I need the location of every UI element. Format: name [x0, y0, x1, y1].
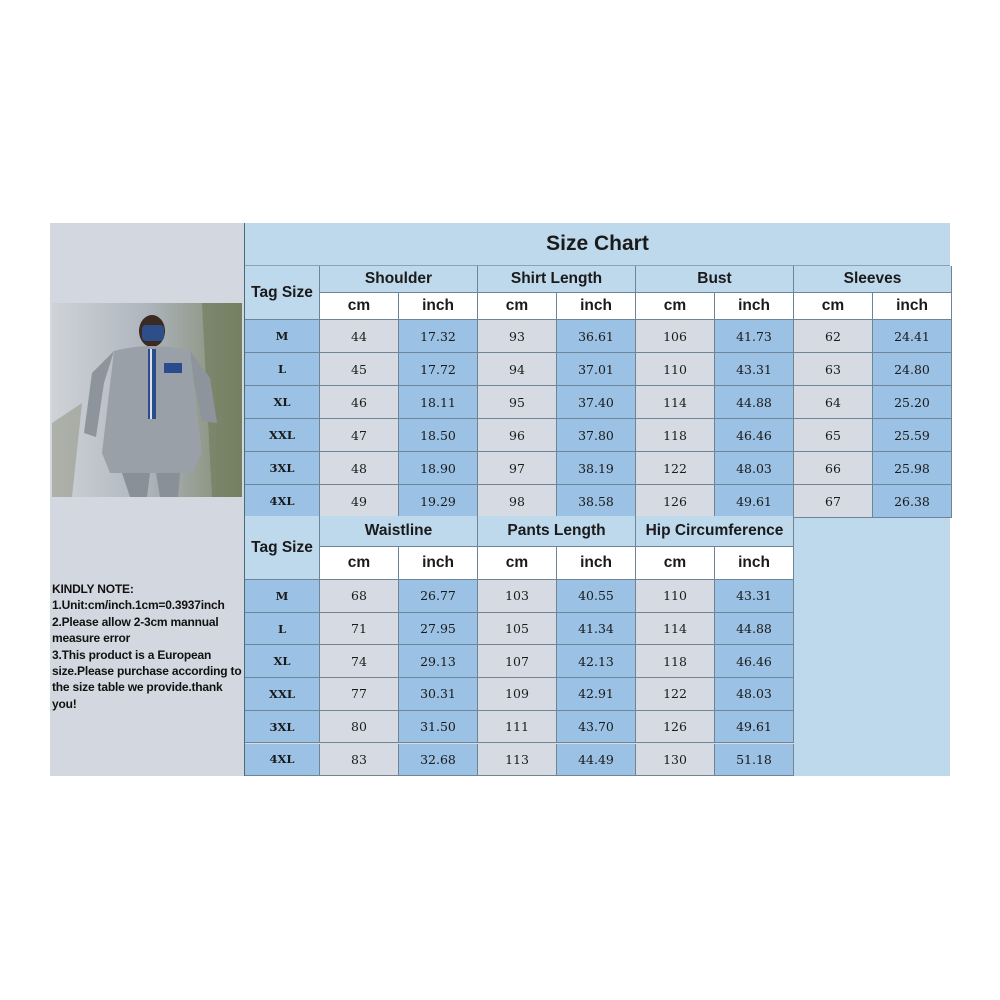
cm-header: cm — [320, 293, 399, 320]
cm-value: 49 — [320, 485, 399, 518]
left-panel — [50, 223, 245, 776]
inch-value: 46.46 — [715, 419, 794, 452]
cm-value: 110 — [636, 580, 715, 613]
cm-value: 113 — [478, 744, 557, 777]
cm-value: 46 — [320, 386, 399, 419]
cm-value: 98 — [478, 485, 557, 518]
inch-value: 25.20 — [873, 386, 952, 419]
inch-value: 41.73 — [715, 320, 794, 353]
cm-value: 103 — [478, 580, 557, 613]
cm-value: 65 — [794, 419, 873, 452]
inch-value: 18.11 — [399, 386, 478, 419]
cm-value: 130 — [636, 744, 715, 777]
cm-value: 110 — [636, 353, 715, 386]
inch-value: 37.40 — [557, 386, 636, 419]
column-group-header: Shirt Length — [478, 266, 636, 293]
size-label: 3XL — [245, 452, 320, 485]
inch-value: 43.70 — [557, 711, 636, 744]
cm-value: 74 — [320, 645, 399, 678]
cm-value: 118 — [636, 645, 715, 678]
note-line-3: 3.This product is a European size.Please purchase according to the size table we provide.thank you! — [52, 647, 242, 711]
cm-value: 122 — [636, 452, 715, 485]
inch-value: 30.31 — [399, 678, 478, 711]
cm-value: 109 — [478, 678, 557, 711]
size-label: 3XL — [245, 711, 320, 744]
cm-value: 66 — [794, 452, 873, 485]
cm-value: 126 — [636, 711, 715, 744]
inch-value: 44.88 — [715, 386, 794, 419]
model-image — [52, 303, 242, 497]
cm-value: 106 — [636, 320, 715, 353]
inch-value: 29.13 — [399, 645, 478, 678]
cm-value: 47 — [320, 419, 399, 452]
inch-value: 46.46 — [715, 645, 794, 678]
cm-value: 71 — [320, 613, 399, 646]
inch-value: 27.95 — [399, 613, 478, 646]
size-label: M — [245, 580, 320, 613]
size-label: L — [245, 613, 320, 646]
column-group-header: Pants Length — [478, 516, 636, 547]
size-label: L — [245, 353, 320, 386]
cm-header: cm — [794, 293, 873, 320]
cm-value: 68 — [320, 580, 399, 613]
inch-value: 38.19 — [557, 452, 636, 485]
size-chart — [50, 223, 950, 776]
cm-header: cm — [636, 547, 715, 580]
cm-value: 95 — [478, 386, 557, 419]
inch-value: 17.32 — [399, 320, 478, 353]
inch-value: 44.49 — [557, 744, 636, 777]
column-group-header: Hip Circumference — [636, 516, 794, 547]
cm-value: 93 — [478, 320, 557, 353]
column-group-header: Sleeves — [794, 266, 952, 293]
inch-value: 49.61 — [715, 485, 794, 518]
size-label: XXL — [245, 419, 320, 452]
inch-header: inch — [557, 547, 636, 580]
inch-value: 44.88 — [715, 613, 794, 646]
inch-value: 38.58 — [557, 485, 636, 518]
cm-value: 80 — [320, 711, 399, 744]
cm-value: 118 — [636, 419, 715, 452]
chart-title: Size Chart — [245, 223, 950, 266]
inch-header: inch — [557, 293, 636, 320]
cm-value: 67 — [794, 485, 873, 518]
cm-value: 64 — [794, 386, 873, 419]
inch-value: 18.90 — [399, 452, 478, 485]
inch-value: 25.98 — [873, 452, 952, 485]
cm-header: cm — [478, 547, 557, 580]
note-line-1: 1.Unit:cm/inch.1cm=0.3937inch — [52, 598, 225, 613]
cm-value: 63 — [794, 353, 873, 386]
inch-value: 26.77 — [399, 580, 478, 613]
cm-value: 114 — [636, 386, 715, 419]
note-line-2: 2.Please allow 2-3cm mannual measure error — [52, 614, 219, 646]
size-label: M — [245, 320, 320, 353]
inch-value: 17.72 — [399, 353, 478, 386]
column-group-header: Bust — [636, 266, 794, 293]
inch-value: 19.29 — [399, 485, 478, 518]
inch-header: inch — [873, 293, 952, 320]
inch-value: 43.31 — [715, 353, 794, 386]
cm-value: 97 — [478, 452, 557, 485]
size-table-area — [245, 223, 950, 776]
product-photo — [52, 303, 242, 497]
cm-header: cm — [320, 547, 399, 580]
inch-value: 37.80 — [557, 419, 636, 452]
inch-value: 43.31 — [715, 580, 794, 613]
inch-value: 24.41 — [873, 320, 952, 353]
inch-value: 31.50 — [399, 711, 478, 744]
inch-value: 49.61 — [715, 711, 794, 744]
note-heading: KINDLY NOTE: — [52, 582, 134, 596]
size-label: 4XL — [245, 485, 320, 518]
empty-area — [793, 516, 950, 776]
size-label: XL — [245, 386, 320, 419]
cm-header: cm — [636, 293, 715, 320]
cm-value: 44 — [320, 320, 399, 353]
cm-value: 122 — [636, 678, 715, 711]
inch-value: 41.34 — [557, 613, 636, 646]
inch-header: inch — [399, 547, 478, 580]
cm-value: 45 — [320, 353, 399, 386]
inch-value: 24.80 — [873, 353, 952, 386]
cm-header: cm — [478, 293, 557, 320]
inch-value: 42.13 — [557, 645, 636, 678]
inch-value: 37.01 — [557, 353, 636, 386]
inch-value: 25.59 — [873, 419, 952, 452]
inch-header: inch — [715, 547, 794, 580]
cm-value: 96 — [478, 419, 557, 452]
column-group-header: Waistline — [320, 516, 478, 547]
cm-value: 83 — [320, 744, 399, 777]
cm-value: 48 — [320, 452, 399, 485]
inch-value: 26.38 — [873, 485, 952, 518]
kindly-note — [52, 581, 244, 712]
tag-size-header: Tag Size — [245, 266, 320, 320]
size-label: XL — [245, 645, 320, 678]
size-label: 4XL — [245, 744, 320, 777]
cm-value: 62 — [794, 320, 873, 353]
cm-value: 114 — [636, 613, 715, 646]
inch-value: 51.18 — [715, 744, 794, 777]
cm-value: 107 — [478, 645, 557, 678]
cm-value: 77 — [320, 678, 399, 711]
inch-value: 36.61 — [557, 320, 636, 353]
size-label: XXL — [245, 678, 320, 711]
inch-value: 18.50 — [399, 419, 478, 452]
cm-value: 105 — [478, 613, 557, 646]
inch-value: 40.55 — [557, 580, 636, 613]
column-group-header: Shoulder — [320, 266, 478, 293]
inch-value: 32.68 — [399, 744, 478, 777]
tag-size-header: Tag Size — [245, 516, 320, 580]
cm-value: 111 — [478, 711, 557, 744]
inch-value: 42.91 — [557, 678, 636, 711]
cm-value: 94 — [478, 353, 557, 386]
inch-value: 48.03 — [715, 678, 794, 711]
cm-value: 126 — [636, 485, 715, 518]
inch-value: 48.03 — [715, 452, 794, 485]
inch-header: inch — [715, 293, 794, 320]
inch-header: inch — [399, 293, 478, 320]
